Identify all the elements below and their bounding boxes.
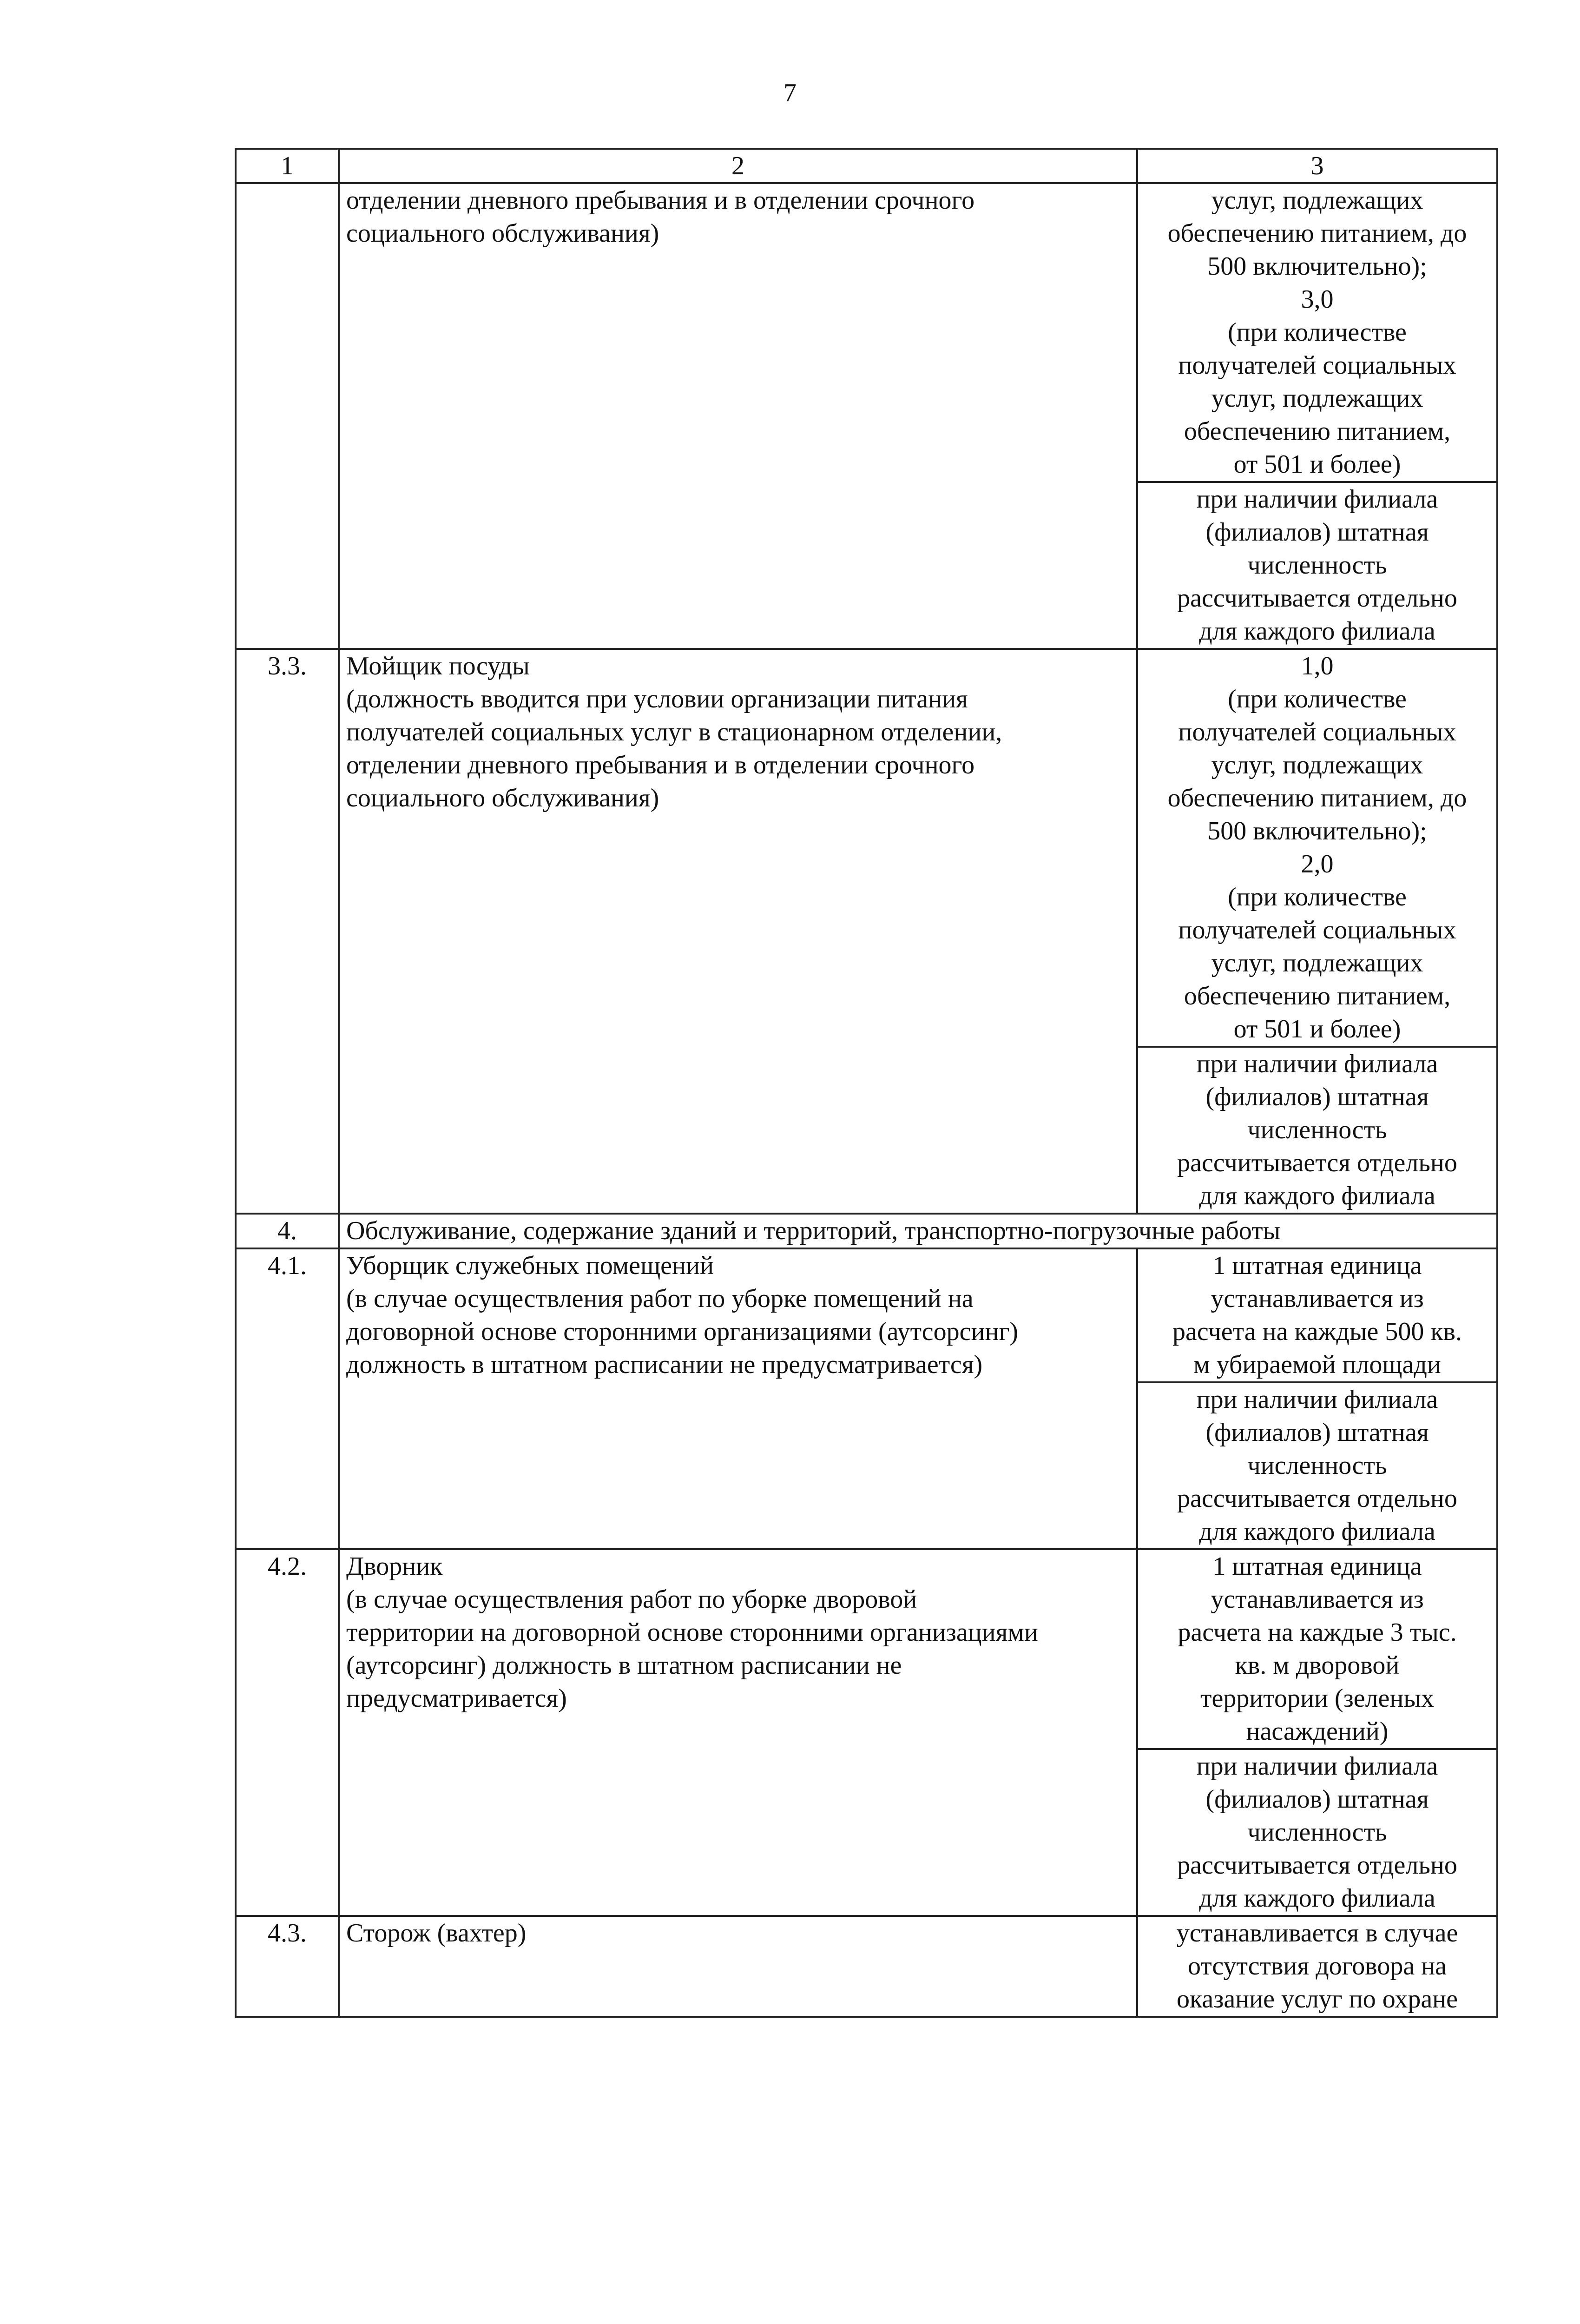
branch-note: при наличии филиала (филиалов) штатная численность рассчитывается отдельно для каждого филиала <box>1137 1749 1497 1916</box>
table-row <box>236 1248 1497 1382</box>
header-col-1: 1 <box>236 149 339 183</box>
staff-norm: устанавливается в случае отсутствия договора на оказание услуг по охране <box>1137 1916 1497 2017</box>
section-title: Обслуживание, содержание зданий и территорий, транспортно-погрузочные работы <box>339 1214 1497 1248</box>
staff-norm: услуг, подлежащих обеспечению питанием, до 500 включительно); 3,0 (при количестве получателей социальных услуг, подлежащих обеспечению питанием, от 501 и более) <box>1137 183 1497 482</box>
page-number: 7 <box>783 79 797 107</box>
row-number: 3.3. <box>236 649 339 1214</box>
position-description: отделении дневного пребывания и в отделении срочного социального обслуживания) <box>339 183 1137 649</box>
row-number: 4.1. <box>236 1248 339 1549</box>
branch-note: при наличии филиала (филиалов) штатная численность рассчитывается отдельно для каждого филиала <box>1137 482 1497 649</box>
branch-note: при наличии филиала (филиалов) штатная численность рассчитывается отдельно для каждого филиала <box>1137 1047 1497 1214</box>
table-row <box>236 183 1497 482</box>
staff-norm: 1 штатная единица устанавливается из расчета на каждые 3 тыс. кв. м дворовой территории (зеленых насаждений) <box>1137 1549 1497 1749</box>
staff-norm: 1 штатная единица устанавливается из расчета на каждые 500 кв. м убираемой площади <box>1137 1248 1497 1382</box>
position-description: Мойщик посуды (должность вводится при условии организации питания получателей социальных услуг в стационарном отделении, отделении дневного пребывания и в отделении срочного социального обслуживания) <box>339 649 1137 1214</box>
branch-note: при наличии филиала (филиалов) штатная численность рассчитывается отдельно для каждого филиала <box>1137 1382 1497 1549</box>
table-row <box>236 1549 1497 1749</box>
table-row <box>236 649 1497 1047</box>
position-description: Уборщик служебных помещений (в случае осуществления работ по уборке помещений на договорной основе сторонними организациями (аутсорсинг) должность в штатном расписании не предусматривается) <box>339 1248 1137 1549</box>
table-header-row <box>236 149 1497 183</box>
position-description: Сторож (вахтер) <box>339 1916 1137 2017</box>
staff-norm: 1,0 (при количестве получателей социальных услуг, подлежащих обеспечению питанием, до 500 включительно); 2,0 (при количестве получателей социальных услуг, подлежащих обеспечению питанием, от 501 и более) <box>1137 649 1497 1047</box>
header-col-2: 2 <box>339 149 1137 183</box>
row-number <box>236 183 339 649</box>
header-col-3: 3 <box>1137 149 1497 183</box>
row-number: 4.3. <box>236 1916 339 2017</box>
position-description: Дворник (в случае осуществления работ по уборке дворовой территории на договорной основе сторонними организациями (аутсорсинг) должность в штатном расписании не предусматривается) <box>339 1549 1137 1916</box>
section-row <box>236 1214 1497 1248</box>
table-row <box>236 1916 1497 2017</box>
staffing-table <box>235 148 1498 2018</box>
row-number: 4.2. <box>236 1549 339 1916</box>
section-number: 4. <box>236 1214 339 1248</box>
